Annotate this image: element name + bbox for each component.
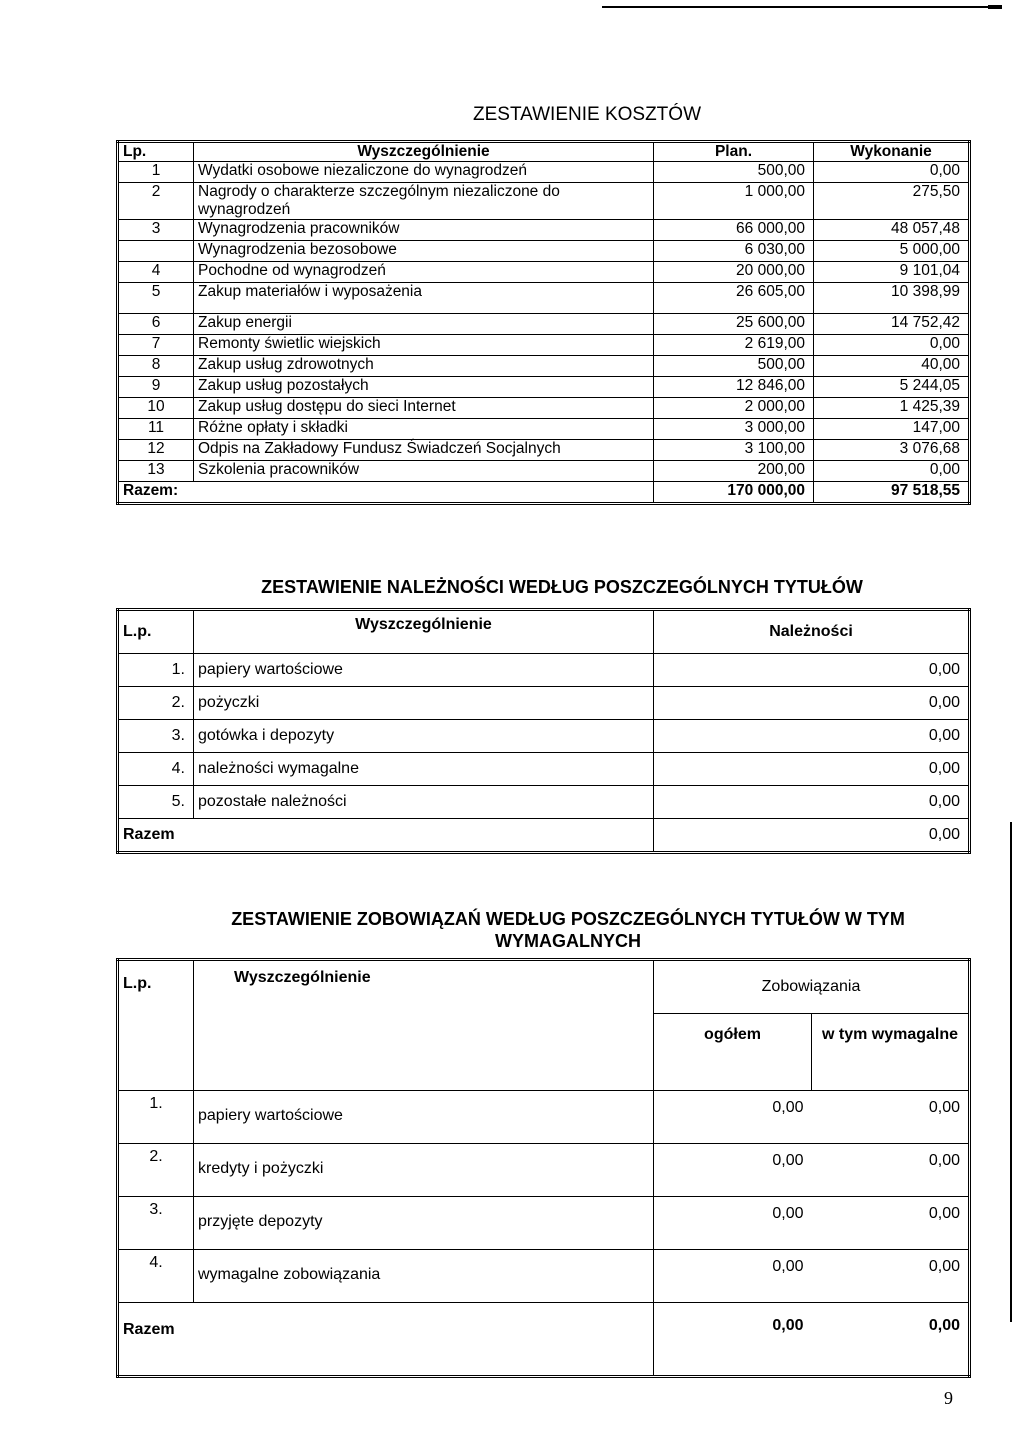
cost-plan: 12 846,00 [654,377,814,398]
header-liabilities: Zobowiązania [654,960,970,1014]
total-label: Razem [118,1303,194,1377]
total-spacer [194,482,654,504]
cost-lp: 7 [118,335,194,356]
total-spacer [194,1303,654,1377]
cost-execution: 0,00 [814,162,970,183]
cost-plan: 500,00 [654,162,814,183]
cost-lp: 3 [118,220,194,241]
cost-row [118,419,970,440]
total-due: 0,00 [812,1303,970,1377]
receivable-lp: 5. [118,786,194,819]
cost-description: Szkolenia pracowników [194,461,654,482]
liability-lp: 4. [118,1250,194,1303]
cost-row [118,314,970,335]
liability-row [118,1197,970,1250]
cost-execution: 48 057,48 [814,220,970,241]
receivable-description: papiery wartościowe [194,654,654,687]
cost-row [118,377,970,398]
cost-lp: 8 [118,356,194,377]
cost-row [118,220,970,241]
cost-execution: 5 000,00 [814,241,970,262]
cost-description: Zakup usług dostępu do sieci Internet [194,398,654,419]
side-rule [1010,822,1012,1322]
receivable-description: pożyczki [194,687,654,720]
liability-due: 0,00 [812,1197,970,1250]
cost-execution: 0,00 [814,335,970,356]
liability-total: 0,00 [654,1197,812,1250]
header-lp: L.p. [118,610,194,654]
total-overall: 0,00 [654,1303,812,1377]
cost-row [118,335,970,356]
cost-execution: 9 101,04 [814,262,970,283]
cost-plan: 3 100,00 [654,440,814,461]
receivable-description: pozostałe należności [194,786,654,819]
liability-lp: 3. [118,1197,194,1250]
receivable-value: 0,00 [654,753,970,786]
receivables-total-row [118,819,970,853]
header-lp: Lp. [118,142,194,162]
cost-description: Wynagrodzenia pracowników [194,220,654,241]
cost-lp: 10 [118,398,194,419]
receivable-lp: 1. [118,654,194,687]
receivables-title: ZESTAWIENIE NALEŻNOŚCI WEDŁUG POSZCZEGÓLNYCH TYTUŁÓW [261,577,863,597]
cost-row [118,398,970,419]
cost-description: Pochodne od wynagrodzeń [194,262,654,283]
cost-row [118,440,970,461]
receivable-lp: 3. [118,720,194,753]
receivable-lp: 2. [118,687,194,720]
cost-lp [118,241,194,262]
liability-due: 0,00 [812,1250,970,1303]
costs-table [116,140,971,505]
cost-plan: 2 619,00 [654,335,814,356]
receivable-value: 0,00 [654,720,970,753]
costs-title: ZESTAWIENIE KOSZTÓW [473,104,701,125]
cost-plan: 3 000,00 [654,419,814,440]
receivables-header-row [118,610,970,654]
cost-execution: 10 398,99 [814,283,970,314]
cost-plan: 26 605,00 [654,283,814,314]
liabilities-total-row [118,1303,970,1377]
cost-execution: 0,00 [814,461,970,482]
header-total: ogółem [654,1014,812,1091]
cost-description: Wydatki osobowe niezaliczone do wynagrodzeń [194,162,654,183]
total-execution: 97 518,55 [814,482,970,504]
cost-execution: 5 244,05 [814,377,970,398]
cost-row [118,241,970,262]
cost-plan: 6 030,00 [654,241,814,262]
costs-total-row [118,482,970,504]
cost-description: Remonty świetlic wiejskich [194,335,654,356]
receivable-description: należności wymagalne [194,753,654,786]
receivable-row [118,786,970,819]
total-plan: 170 000,00 [654,482,814,504]
receivable-row [118,654,970,687]
cost-execution: 3 076,68 [814,440,970,461]
top-rule-end [988,5,1002,9]
cost-plan: 20 000,00 [654,262,814,283]
liabilities-header-row [118,960,970,1014]
cost-row [118,262,970,283]
cost-row [118,461,970,482]
cost-row [118,183,970,220]
liability-due: 0,00 [812,1144,970,1197]
cost-description: Wynagrodzenia bezosobowe [194,241,654,262]
cost-lp: 12 [118,440,194,461]
cost-lp: 13 [118,461,194,482]
receivable-row [118,687,970,720]
header-description: Wyszczególnienie [194,610,654,654]
cost-description: Różne opłaty i składki [194,419,654,440]
liabilities-title-line1: ZESTAWIENIE ZOBOWIĄZAŃ WEDŁUG POSZCZEGÓLNYCH TYTUŁÓW W TYM [231,909,905,929]
liability-total: 0,00 [654,1250,812,1303]
liability-row [118,1144,970,1197]
liabilities-title [116,908,968,952]
cost-lp: 2 [118,183,194,220]
cost-lp: 4 [118,262,194,283]
cost-lp: 6 [118,314,194,335]
cost-row [118,162,970,183]
header-due: w tym wymagalne [812,1014,970,1091]
total-label: Razem [118,819,194,853]
cost-execution: 14 752,42 [814,314,970,335]
cost-description: Zakup materiałów i wyposażenia [194,283,654,314]
cost-execution: 147,00 [814,419,970,440]
cost-plan: 66 000,00 [654,220,814,241]
liabilities-table [116,958,971,1378]
cost-plan: 25 600,00 [654,314,814,335]
cost-lp: 9 [118,377,194,398]
header-description: Wyszczególnienie [194,142,654,162]
top-rule [602,6,992,8]
header-plan: Plan. [654,142,814,162]
cost-description: Zakup energii [194,314,654,335]
page-number: 9 [944,1388,953,1408]
cost-lp: 1 [118,162,194,183]
liabilities-body [118,1091,970,1303]
receivable-row [118,753,970,786]
receivable-value: 0,00 [654,687,970,720]
header-description: Wyszczególnienie [194,960,654,1091]
liability-lp: 1. [118,1091,194,1144]
cost-execution: 40,00 [814,356,970,377]
liability-description: wymagalne zobowiązania [194,1250,654,1303]
receivables-table [116,608,971,854]
header-receivables: Należności [654,610,970,654]
cost-description: Zakup usług pozostałych [194,377,654,398]
cost-description: Odpis na Zakładowy Fundusz Świadczeń Socjalnych [194,440,654,461]
header-lp: L.p. [118,960,194,1091]
header-execution: Wykonanie [814,142,970,162]
receivable-value: 0,00 [654,654,970,687]
liabilities-title-line2: WYMAGALNYCH [495,931,641,951]
cost-plan: 1 000,00 [654,183,814,220]
cost-plan: 2 000,00 [654,398,814,419]
liability-description: kredyty i pożyczki [194,1144,654,1197]
liability-total: 0,00 [654,1091,812,1144]
cost-execution: 275,50 [814,183,970,220]
cost-plan: 500,00 [654,356,814,377]
cost-row [118,356,970,377]
cost-plan: 200,00 [654,461,814,482]
cost-execution: 1 425,39 [814,398,970,419]
receivable-value: 0,00 [654,786,970,819]
cost-description: Nagrody o charakterze szczególnym niezaliczone do wynagrodzeń [194,183,654,220]
liability-row [118,1250,970,1303]
receivable-row [118,720,970,753]
cost-row [118,283,970,314]
cost-lp: 5 [118,283,194,314]
costs-header-row [118,142,970,162]
liability-description: przyjęte depozyty [194,1197,654,1250]
receivable-lp: 4. [118,753,194,786]
receivables-body [118,654,970,819]
liability-lp: 2. [118,1144,194,1197]
cost-description: Zakup usług zdrowotnych [194,356,654,377]
total-value: 0,00 [654,819,970,853]
receivable-description: gotówka i depozyty [194,720,654,753]
cost-lp: 11 [118,419,194,440]
liability-due: 0,00 [812,1091,970,1144]
liability-row [118,1091,970,1144]
liability-total: 0,00 [654,1144,812,1197]
total-spacer [194,819,654,853]
total-label: Razem: [118,482,194,504]
liability-description: papiery wartościowe [194,1091,654,1144]
costs-body [118,162,970,482]
